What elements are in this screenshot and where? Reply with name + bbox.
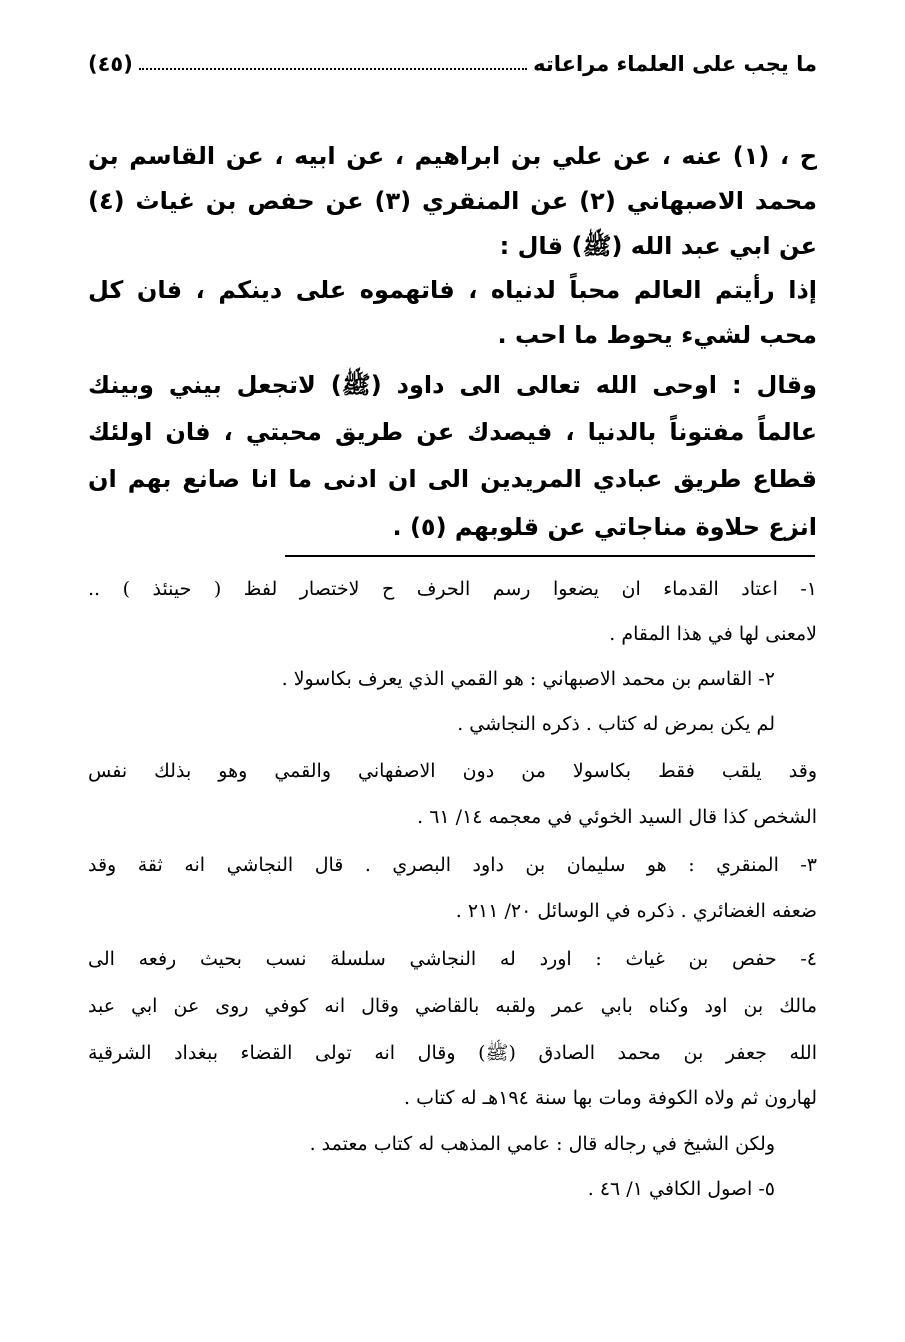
footnote-line: لهارون ثم ولاه الكوفة ومات بها سنة ١٩٤هـ له كتاب . <box>404 1087 817 1109</box>
main-text-line: وقال : اوحى الله تعالى الى داود (ﷺ) لاتجعل بيني وبينك <box>88 371 817 399</box>
main-text-line: انزع حلاوة مناجاتي عن قلوبهم (٥) . <box>392 513 817 541</box>
footnote-line: ٤- حفص بن غياث : اورد له النجاشي سلسلة نسب بحيث رفعه الى <box>88 948 817 970</box>
header-title: ما يجب على العلماء مراعاته <box>533 52 817 76</box>
footnote-line: لم يكن بمرض له كتاب . ذكره النجاشي . <box>457 713 775 735</box>
footnote-line: ٣- المنقري : هو سليمان بن داود البصري . قال النجاشي انه ثقة وقد <box>88 854 817 876</box>
page-number: (٤٥) <box>88 52 133 76</box>
main-text-line: إذا رأيتم العالم محباً لدنياه ، فاتهموه على دينكم ، فان كل <box>88 276 817 304</box>
footnote-line: ضعفه الغضائري . ذكره في الوسائل ٢٠/ ٢١١ . <box>455 900 817 922</box>
footnote-line: مالك بن اود وكناه بابي عمر ولقبه بالقاضي وقال انه كوفي روى عن ابي عبد <box>88 995 817 1017</box>
footnote-line: ولكن الشيخ في رجاله قال : عامي المذهب له كتاب معتمد . <box>309 1133 775 1155</box>
footnote-separator <box>285 555 815 557</box>
footnote-line: وقد يلقب فقط بكاسولا من دون الاصفهاني والقمي وهو بذلك نفس <box>88 760 817 782</box>
footnote-line: ١- اعتاد القدماء ان يضعوا رسم الحرف ح لاختصار لفظ ( حينئذ ) .. <box>88 578 817 600</box>
header-dot-leader <box>139 58 527 70</box>
footnote-line: ٢- القاسم بن محمد الاصبهاني : هو القمي الذي يعرف بكاسولا . <box>281 668 775 690</box>
main-text-line: ح ، (١) عنه ، عن علي بن ابراهيم ، عن ابيه ، عن القاسم بن <box>88 142 818 170</box>
main-text-line: محمد الاصبهاني (٢) عن المنقري (٣) عن حفص بن غياث (٤) <box>88 187 817 215</box>
footnote-line: لامعنى لها في هذا المقام . <box>609 623 817 645</box>
main-text-line: محب لشيء يحوط ما احب . <box>497 321 817 349</box>
footnote-line: الله جعفر بن محمد الصادق (ﷺ) وقال انه تولى القضاء ببغداد الشرقية <box>88 1042 817 1064</box>
footnote-line: ٥- اصول الكافي ١/ ٤٦ . <box>587 1178 775 1200</box>
main-text-line: قطاع طريق عبادي المريدين الى ان ادنى ما انا صانع بهم ان <box>88 465 817 493</box>
footnote-line: الشخص كذا قال السيد الخوئي في معجمه ١٤/ ٦١ . <box>417 806 817 828</box>
main-text-line: عن ابي عبد الله (ﷺ) قال : <box>499 232 817 260</box>
running-header <box>88 52 817 76</box>
main-text-line: عالماً مفتوناً بالدنيا ، فيصدك عن طريق محبتي ، فان اولئك <box>88 418 817 446</box>
